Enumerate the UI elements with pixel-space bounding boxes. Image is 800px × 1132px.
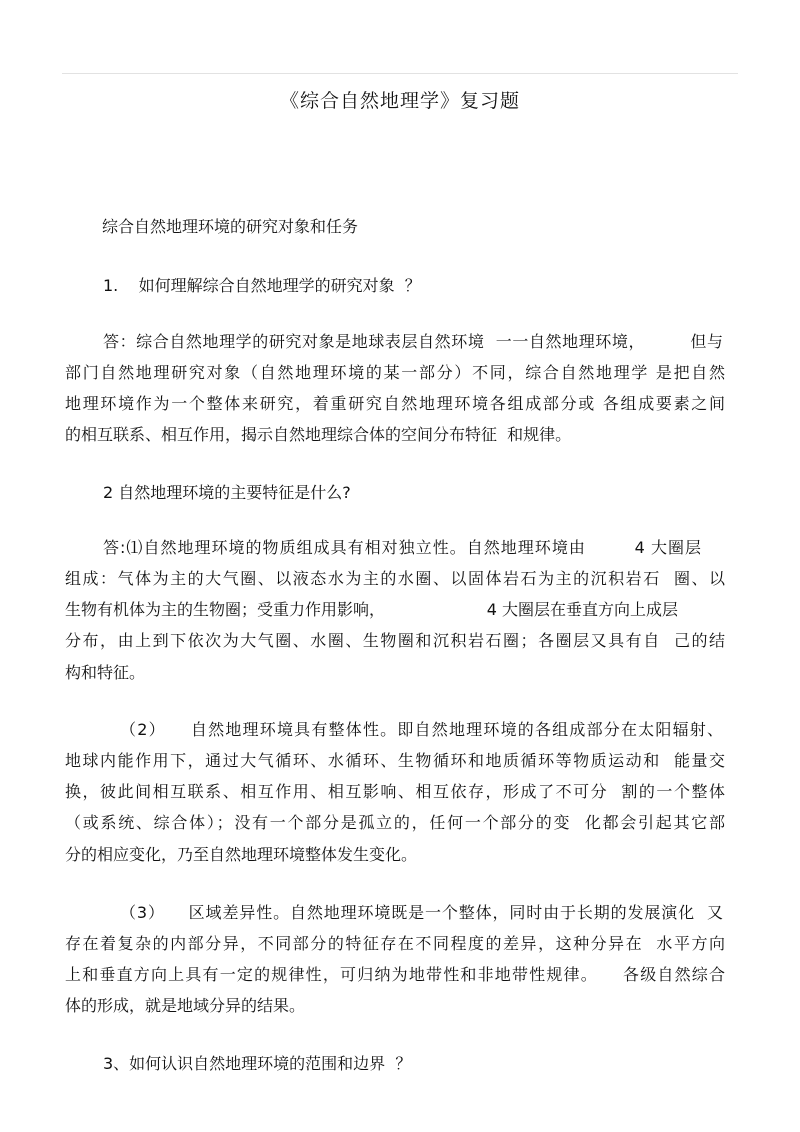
section-heading: 综合自然地理环境的研究对象和任务 (102, 217, 359, 236)
q2-point2-line: 地球内能作用下，通过大气循环、水循环、生物循环和地质循环等物质运动和 能量交 (65, 751, 725, 770)
q1-answer-line: 部门自然地理研究对象（自然地理环境的某一部分）不同，综合自然地理学 是把自然 (65, 363, 725, 382)
q2-point1-line: 答:⑴自然地理环境的物质组成具有相对独立性。自然地理环境由 4 大圈层 (103, 538, 701, 557)
q2-point3-line: 体的形成，就是地域分异的结果。 (65, 996, 306, 1015)
q2-point3-line: 存在着复杂的内部分异，不同部分的特征存在不同程度的差异，这种分异在 水平方向 (65, 934, 725, 953)
q2-point2-line: 换，彼此间相互联系、相互作用、相互影响、相互依存，形成了不可分 割的一个整体 (65, 782, 725, 801)
q2-point2-line: 分的相应变化，乃至自然地理环境整体发生变化。 (65, 845, 418, 864)
q2-point1-line: 生物有机体为主的生物圈；受重力作用影响， 4 大圈层在垂直方向上成层 (65, 600, 678, 619)
q2-point2-line: （或系统、综合体）；没有一个部分是孤立的，任何一个部分的变 化都会引起其它部 (65, 813, 725, 832)
question-2: 2 自然地理环境的主要特征是什么? (103, 483, 351, 502)
q1-answer-line: 地理环境作为一个整体来研究，着重研究自然地理环境各组成部分或 各组成要素之间 (65, 394, 725, 413)
q2-point1-line: 构和特征。 (65, 663, 146, 682)
question-3: 3、如何认识自然地理环境的范围和边界 ？ (103, 1054, 412, 1073)
q1-answer-line: 答：综合自然地理学的研究对象是地球表层自然环境 一一自然地理环境， 但与 (103, 332, 723, 351)
q2-point3-line: （3） 区域差异性。自然地理环境既是一个整体，同时由于长期的发展演化 又 (120, 903, 723, 922)
question-1: 1. 如何理解综合自然地理学的研究对象 ？ (103, 276, 421, 295)
document-title: 《综合自然地理学》复习题 (279, 90, 520, 112)
q2-point1-line: 组成：气体为主的大气圈、以液态水为主的水圈、以固体岩石为主的沉积岩石 圈、以 (65, 569, 725, 588)
q1-answer-line: 的相互联系、相互作用，揭示自然地理综合体的空间分布特征 和规律。 (65, 425, 572, 444)
header-rule (62, 73, 738, 74)
q2-point1-line: 分布，由上到下依次为大气圈、水圈、生物圈和沉积岩石圈；各圈层又具有自 己的结 (65, 631, 725, 650)
q2-point3-line: 上和垂直方向上具有一定的规律性，可归纳为地带性和非地带性规律。 各级自然综合 (65, 965, 725, 984)
q2-point2-line: （2） 自然地理环境具有整体性。即自然地理环境的各组成部分在太阳辐射、 (120, 720, 723, 739)
